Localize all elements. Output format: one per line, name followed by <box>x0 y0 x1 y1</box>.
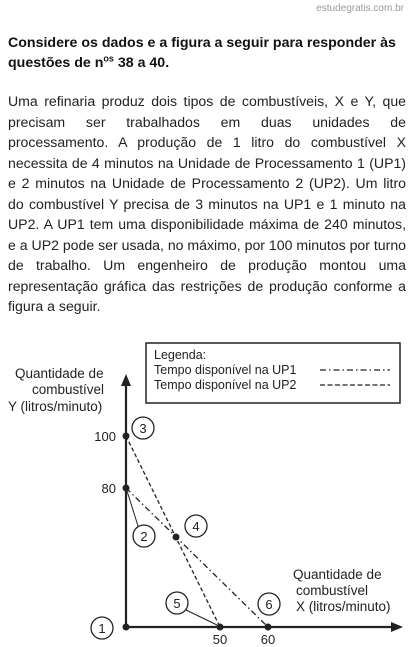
x-axis-label-line2: combustível <box>296 583 369 598</box>
question-heading <box>8 33 406 73</box>
problem-paragraph: Uma refinaria produz dois tipos de combustíveis, X e Y, que precisam ser trabalhados em duas unidades de processamento. A produção de 1 litro do combustível X necessita de 4 minutos na Unidade de Processamento 1 (UP1) e 2 minutos na Unidade de Processamento 2 (UP2). Um litro do combustível Y precisa de 3 minutos na UP1 e 1 minuto na UP2. A UP1 tem uma disponibilidade máxima de 240 minutos, e a UP2 pode ser usada, no máximo, por 100 minutos por turno de trabalho. Um engenheiro de produção montou uma representação gráfica das restrições de produção conforme a figura a seguir. <box>8 93 406 314</box>
point-y100 <box>123 433 130 440</box>
x-axis-label-line1: Quantidade de <box>293 567 382 582</box>
marker-5 <box>166 592 188 614</box>
svg-text:5: 5 <box>173 596 181 611</box>
heading-text: Considere os dados e a figura a seguir para responder às questões de n <box>8 35 396 71</box>
y-tick-100: 100 <box>94 429 116 444</box>
marker-6 <box>258 593 280 615</box>
x-tick-50: 50 <box>212 632 228 647</box>
legend-title: Legenda: <box>154 348 207 362</box>
y-axis-label-line2: combustível <box>32 382 105 397</box>
marker-1 <box>91 617 113 639</box>
point-x50 <box>217 624 224 631</box>
point-y80 <box>123 485 130 492</box>
point-x60 <box>265 624 272 631</box>
svg-text:2: 2 <box>140 529 148 544</box>
heading-text-end: 38 a 40. <box>113 55 170 71</box>
heading-superscript: os <box>103 53 114 64</box>
marker-2 <box>133 525 155 547</box>
x-tick-60: 60 <box>260 632 276 647</box>
y-axis-arrowhead <box>121 374 131 386</box>
svg-text:3: 3 <box>139 421 147 436</box>
y-tick-80: 80 <box>101 481 116 496</box>
legend-item-up1: Tempo disponível na UP1 <box>154 363 297 377</box>
legend-item-up2: Tempo disponível na UP2 <box>154 378 297 392</box>
point-origin <box>123 624 130 631</box>
marker-3 <box>132 417 154 439</box>
x-axis-arrowhead <box>391 622 403 632</box>
y-axis-label-line3: Y (litros/minuto) <box>8 399 103 414</box>
watermark: estudegratis.com.br <box>316 3 404 14</box>
svg-text:6: 6 <box>265 597 273 612</box>
marker-4 <box>185 515 207 537</box>
x-axis-label-line3: X (litros/minuto) <box>296 599 391 614</box>
point-intersection <box>173 534 180 541</box>
svg-text:1: 1 <box>98 621 106 636</box>
y-axis-label-line1: Quantidade de <box>15 366 104 381</box>
pointer-2 <box>127 491 138 526</box>
svg-text:4: 4 <box>192 519 200 534</box>
up1-constraint-line <box>126 488 268 627</box>
constraint-figure <box>0 330 412 647</box>
